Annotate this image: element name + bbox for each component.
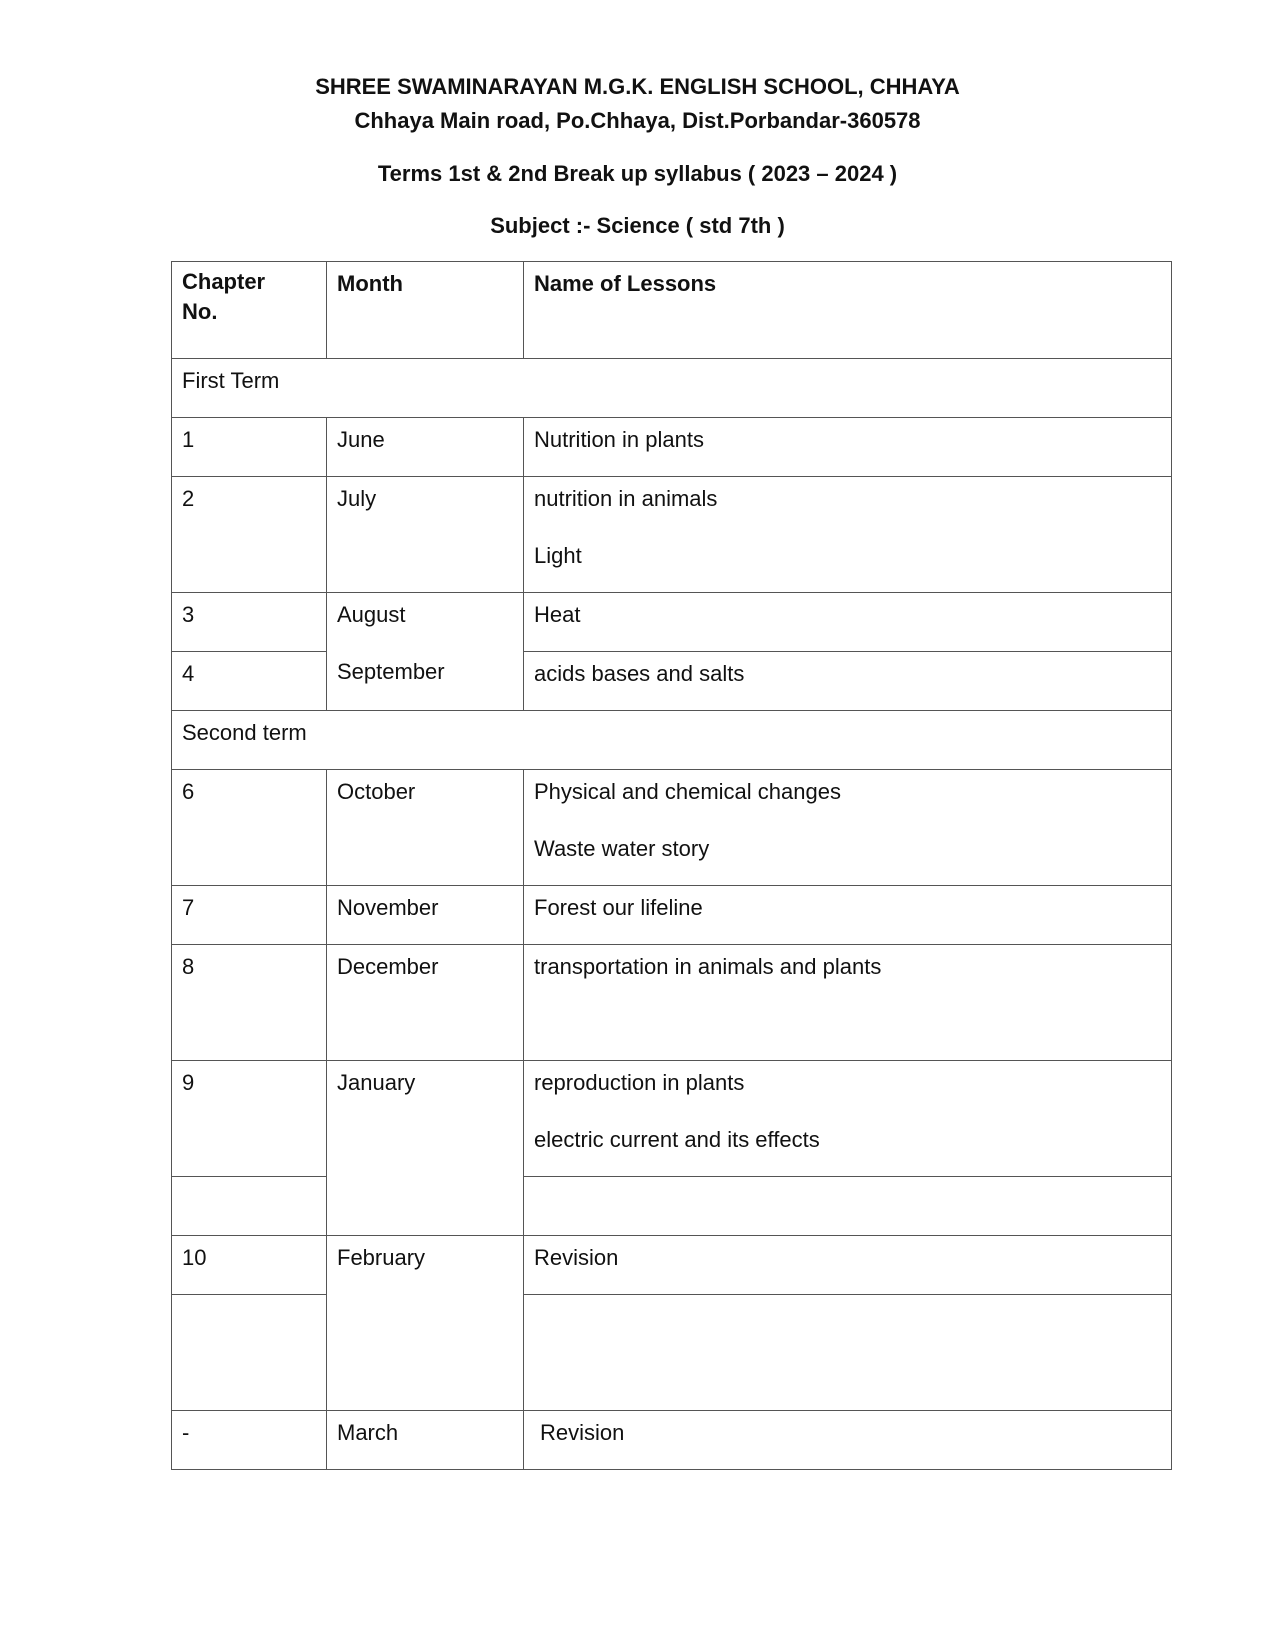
month-cell: June <box>327 418 524 477</box>
lessons-cell <box>524 1061 1172 1177</box>
lessons-cell <box>524 770 1172 886</box>
month-cell: July <box>327 477 524 593</box>
lesson-name: Forest our lifeline <box>534 895 703 920</box>
lessons-cell <box>524 1411 1172 1470</box>
lesson-name: reproduction in plants <box>534 1070 745 1095</box>
column-header-lessons: Name of Lessons <box>524 262 1172 359</box>
lessons-cell <box>524 886 1172 945</box>
table-row <box>172 1236 1172 1295</box>
lesson-name: Revision <box>540 1420 625 1445</box>
chapter-cell: 9 <box>172 1061 327 1177</box>
lesson-name: Heat <box>534 602 581 627</box>
table-row <box>172 945 1172 1061</box>
chapter-cell-empty <box>172 1295 327 1411</box>
chapter-cell: 10 <box>172 1236 327 1295</box>
lesson-name: Nutrition in plants <box>534 427 704 452</box>
chapter-cell: 7 <box>172 886 327 945</box>
chapter-cell: 1 <box>172 418 327 477</box>
table-row <box>172 770 1172 886</box>
lessons-cell <box>524 652 1172 711</box>
lessons-cell <box>524 593 1172 652</box>
school-address: Chhaya Main road, Po.Chhaya, Dist.Porbandar-360578 <box>354 108 921 133</box>
table-row-empty <box>172 1295 1172 1411</box>
month-cell: October <box>327 770 524 886</box>
lessons-cell-empty <box>524 1177 1172 1236</box>
lesson-name: Physical and chemical changes <box>534 779 841 804</box>
table-row <box>172 886 1172 945</box>
month-cell: December <box>327 945 524 1061</box>
chapter-cell: - <box>172 1411 327 1470</box>
chapter-cell: 4 <box>172 652 327 711</box>
lesson-name: Waste water story <box>534 836 710 862</box>
column-header-chapter-line2: No. <box>182 299 218 324</box>
month-name: September <box>337 659 445 685</box>
lesson-name: Light <box>534 543 582 569</box>
lesson-name: nutrition in animals <box>534 486 718 511</box>
lesson-name: Revision <box>534 1245 619 1270</box>
column-header-chapter <box>172 262 327 359</box>
subject-line: Subject :- Science ( std 7th ) <box>490 213 785 238</box>
second-term-label: Second term <box>172 711 1172 770</box>
table-row <box>172 477 1172 593</box>
month-cell: February <box>327 1236 524 1411</box>
month-cell: January <box>327 1061 524 1236</box>
table-row <box>172 418 1172 477</box>
lessons-cell <box>524 477 1172 593</box>
month-cell <box>327 593 524 711</box>
lessons-cell <box>524 418 1172 477</box>
term-row-second <box>172 711 1172 770</box>
lessons-cell <box>524 1236 1172 1295</box>
month-name: August <box>337 602 406 627</box>
table-header-row <box>172 262 1172 359</box>
school-name: SHREE SWAMINARAYAN M.G.K. ENGLISH SCHOOL, CHHAYA <box>315 74 960 99</box>
term-row-first <box>172 359 1172 418</box>
lessons-cell-empty <box>524 1295 1172 1411</box>
table-row <box>172 593 1172 652</box>
chapter-cell: 6 <box>172 770 327 886</box>
month-cell: March <box>327 1411 524 1470</box>
first-term-label: First Term <box>172 359 1172 418</box>
lesson-name: electric current and its effects <box>534 1127 820 1153</box>
chapter-cell-empty <box>172 1177 327 1236</box>
month-cell: November <box>327 886 524 945</box>
table-row <box>172 1061 1172 1177</box>
lesson-name: acids bases and salts <box>534 661 745 686</box>
column-header-chapter-line1: Chapter <box>182 269 266 294</box>
table-row-empty <box>172 1177 1172 1236</box>
syllabus-title: Terms 1st & 2nd Break up syllabus ( 2023 – 2024 ) <box>377 161 898 186</box>
chapter-cell: 8 <box>172 945 327 1061</box>
syllabus-table <box>171 261 1172 1470</box>
chapter-cell: 2 <box>172 477 327 593</box>
lesson-name: transportation in animals and plants <box>534 954 882 979</box>
column-header-month: Month <box>327 262 524 359</box>
table-row <box>172 652 1172 711</box>
table-row <box>172 1411 1172 1470</box>
chapter-cell: 3 <box>172 593 327 652</box>
lessons-cell <box>524 945 1172 1061</box>
